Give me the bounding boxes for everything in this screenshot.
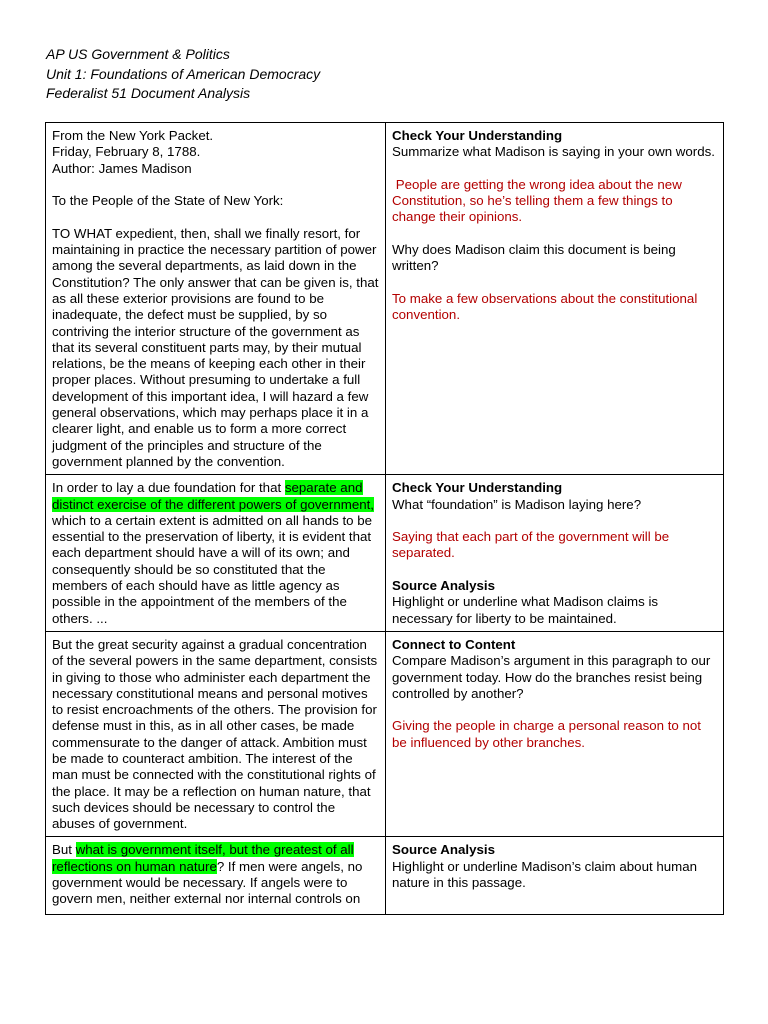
passage-text: TO WHAT expedient, then, shall we finally resort, for maintaining in practice the necessary partition of power among the several departments, as laid down in the Constitution? The only answer that can be given is, that as all these exterior provisions are found to be inadequate, the defect must be supplied, by so contriving the interior structure of the government as that its several constituent parts may, by their mutual relations, be the means of keeping each other in their proper places. Without presuming to undertake a full development of this important idea, I will hazard a few general observations, which may perhaps place it in a clearer light, and enable us to form a more correct judgment of the principles and structure of the government planned by the convention. — [52, 225, 379, 469]
question-text: What “foundation” is Madison laying here? — [392, 496, 642, 512]
question-text: Summarize what Madison is saying in your own words. — [392, 144, 715, 160]
passage-text-plain: But — [52, 842, 76, 858]
passage-cell — [46, 475, 386, 632]
question-cell — [386, 475, 724, 632]
unit-title: Unit 1: Foundations of American Democracy — [46, 65, 321, 82]
question-text: Highlight or underline what Madison claims is necessary for liberty to be maintained. — [392, 594, 659, 626]
passage-cell — [46, 837, 386, 915]
table-row — [46, 837, 724, 915]
question-cell — [386, 123, 724, 475]
analysis-table — [45, 122, 724, 915]
table-row — [46, 123, 724, 475]
student-answer: To make a few observations about the constitutional convention. — [392, 290, 698, 323]
passage-text-plain: which to a certain extent is admitted on all hands to be essential to the preservation of liberty, it is evident that each department should have a will of its own; and consequently should be so constituted that the members of each should have as little agency as possible in the appointment of the members of the others. ... — [52, 512, 373, 626]
question-cell — [386, 837, 724, 915]
section-heading: Connect to Content — [392, 636, 516, 652]
question-text: Highlight or underline Madison’s claim about human nature in this passage. — [392, 858, 698, 891]
student-answer: Giving the people in charge a personal reason to not be influenced by other branches. — [392, 718, 701, 750]
table-row — [46, 475, 724, 632]
question-text: Compare Madison’s argument in this paragraph to our government today. How do the branches resist being controlled by another? — [392, 653, 711, 701]
student-answer: People are getting the wrong idea about the new Constitution, so he’s telling them a few things to change their opinions. — [392, 176, 686, 225]
student-answer: Saying that each part of the government will be separated. — [392, 529, 670, 561]
section-heading: Source Analysis — [392, 842, 495, 858]
highlighted-text: separate and distinct exercise of the different powers of government, — [52, 480, 375, 512]
passage-text-plain: In order to lay a due foundation for that — [52, 480, 285, 496]
passage-text — [52, 480, 379, 627]
question-cell — [386, 631, 724, 837]
passage-text — [52, 842, 379, 907]
date-line: Friday, February 8, 1788. — [52, 144, 201, 160]
document-header — [46, 45, 320, 104]
salutation: To the People of the State of New York: — [52, 193, 284, 209]
passage-text: But the great security against a gradual concentration of the several powers in the same department, consists in giving to those who administer each department the necessary constitutional means and personal motives to resist encroachments of the others. The provision for defense must in this, as in all other cases, be made commensurate to the danger of attack. Ambition must be made to counteract ambition. The interest of the man must be connected with the constitutional rights of the place. It may be a reflection on human nature, that such devices should be necessary to control the abuses of government. — [52, 636, 378, 832]
question-text: Why does Madison claim this document is being written? — [392, 242, 676, 274]
author-line: Author: James Madison — [52, 160, 192, 176]
source-line: From the New York Packet. — [52, 128, 214, 143]
section-heading: Source Analysis — [392, 578, 495, 594]
assignment-title: Federalist 51 Document Analysis — [46, 85, 251, 101]
section-heading: Check Your Understanding — [392, 128, 563, 143]
section-heading: Check Your Understanding — [392, 480, 563, 496]
highlighted-text: what is government itself, but the greatest of all reflections on human nature — [52, 842, 354, 874]
table-row — [46, 631, 724, 837]
passage-cell — [46, 631, 386, 837]
passage-cell — [46, 123, 386, 475]
passage-text-plain: ? If men were angels, no government would be necessary. If angels were to govern men, neither external nor internal controls on — [52, 858, 363, 907]
course-title: AP US Government & Politics — [46, 46, 230, 62]
